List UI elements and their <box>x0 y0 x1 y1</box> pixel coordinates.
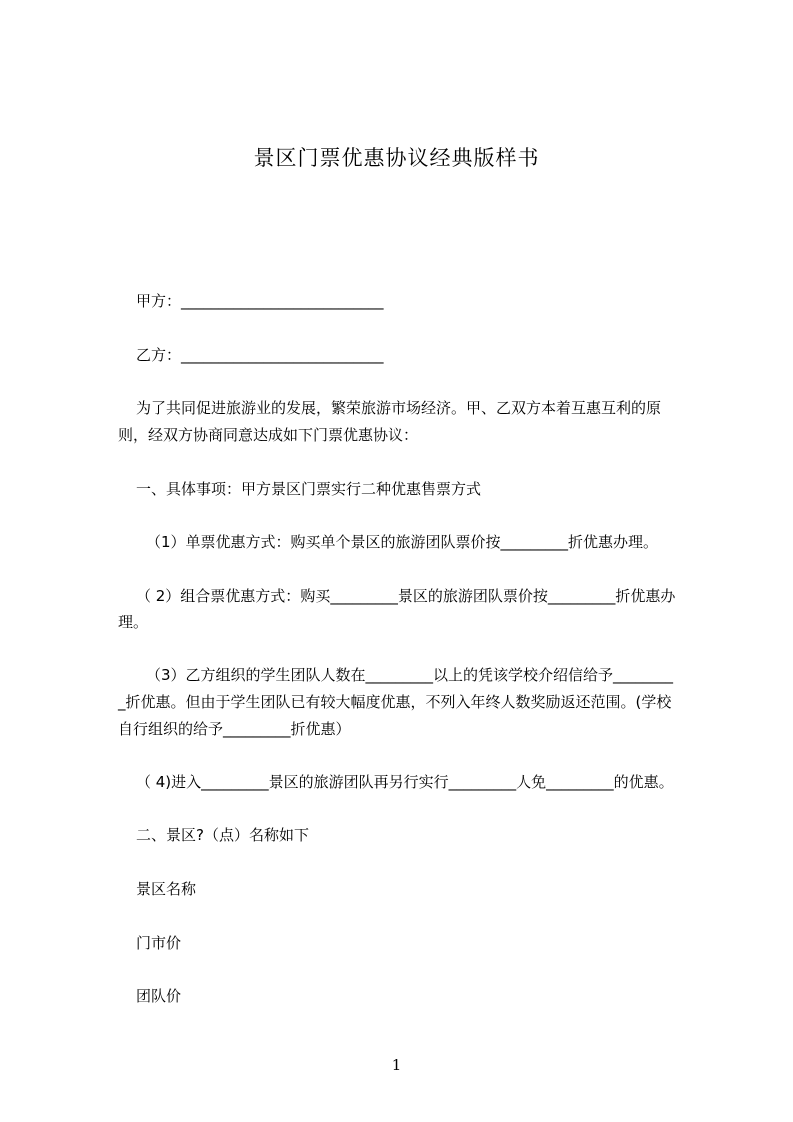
item-2-line-2: 理。 <box>118 613 149 631</box>
field-scenic-name: 景区名称 <box>136 880 197 898</box>
section-2-heading: 二、景区?（点）名称如下 <box>136 826 309 844</box>
section-1-heading: 一、具体事项：甲方景区门票实行二种优惠售票方式 <box>136 480 482 498</box>
intro-line-2: 则，经双方协商同意达成如下门票优惠协议： <box>118 426 419 444</box>
field-market-price: 门市价 <box>136 934 182 952</box>
document-title: 景区门票优惠协议经典版样书 <box>253 146 540 170</box>
item-2-line-1: （ 2）组合票优惠方式：购买_________景区的旅游团队票价按_________折优惠办 <box>136 587 676 605</box>
item-4: （ 4)进入_________景区的旅游团队再另行实行_________人免_________的优惠。 <box>136 773 674 791</box>
field-group-price: 团队价 <box>136 987 182 1005</box>
item-3-line-3: 自行组织的给予_________折优惠） <box>118 720 351 738</box>
item-3-line-1: （3）乙方组织的学生团队人数在_________以上的凭该学校介绍信给予________ <box>146 666 674 684</box>
party-a-line: 甲方：___________________________ <box>136 292 384 310</box>
item-3-line-2: _折优惠。但由于学生团队已有较大幅度优惠，不列入年终人数奖励返还范围。(学校 <box>118 693 672 711</box>
intro-line-1: 为了共同促进旅游业的发展，繁荣旅游市场经济。甲、乙双方本着互惠互利的原 <box>136 399 662 417</box>
item-1: （1）单票优惠方式：购买单个景区的旅游团队票价按_________折优惠办理。 <box>146 533 659 551</box>
party-b-line: 乙方：___________________________ <box>136 346 384 364</box>
page-number: 1 <box>391 1056 402 1074</box>
